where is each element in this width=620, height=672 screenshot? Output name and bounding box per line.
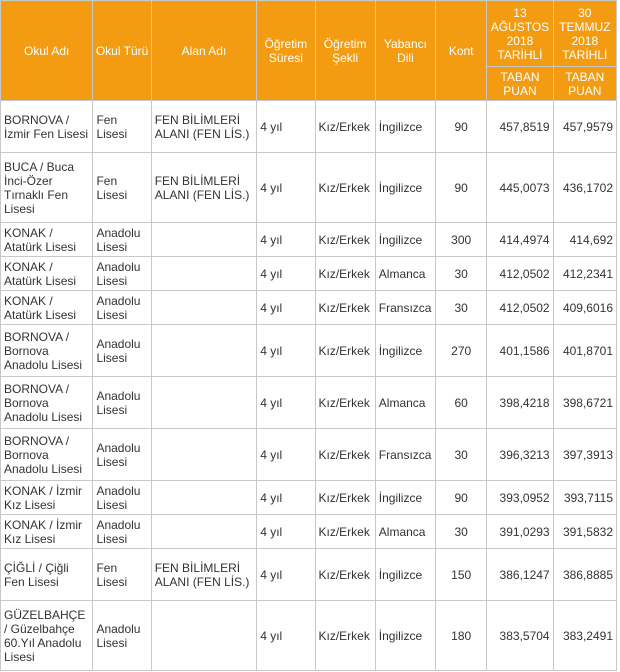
- base-score-aug: 414,4974: [487, 223, 553, 257]
- header-date-30-temmuz: 30 TEMMUZ 2018 TARİHLİ: [553, 1, 616, 67]
- table-row: [1, 601, 617, 671]
- table-body: [1, 101, 617, 671]
- quota: 90: [436, 153, 487, 223]
- quota: 30: [436, 291, 487, 325]
- foreign-language: İngilizce: [375, 601, 435, 671]
- school-name: KONAK / Atatürk Lisesi: [1, 223, 93, 257]
- school-type: Anadolu Lisesi: [93, 223, 151, 257]
- header-kont: Kont: [436, 1, 487, 101]
- base-score-aug: 457,8519: [487, 101, 553, 153]
- education-duration: 4 yıl: [257, 481, 315, 515]
- school-name: GÜZELBAHÇE / Güzelbahçe 60.Yıl Anadolu Lisesi: [1, 601, 93, 671]
- base-score-aug: 386,1247: [487, 549, 553, 601]
- base-score-aug: 398,4218: [487, 377, 553, 429]
- header-okul-adi: Okul Adı: [1, 1, 93, 101]
- school-type: Fen Lisesi: [93, 101, 151, 153]
- education-type: Kız/Erkek: [315, 153, 375, 223]
- field-name: FEN BİLİMLERİ ALANI (FEN LİS.): [151, 101, 257, 153]
- base-score-jul: 397,3913: [553, 429, 616, 481]
- field-name: FEN BİLİMLERİ ALANI (FEN LİS.): [151, 549, 257, 601]
- foreign-language: İngilizce: [375, 153, 435, 223]
- school-name: BORNOVA / Bornova Anadolu Lisesi: [1, 429, 93, 481]
- base-score-jul: 401,8701: [553, 325, 616, 377]
- table-row: [1, 223, 617, 257]
- header-date-13-agustos: 13 AĞUSTOS 2018 TARİHLİ: [487, 1, 553, 67]
- education-type: Kız/Erkek: [315, 515, 375, 549]
- quota: 180: [436, 601, 487, 671]
- foreign-language: Almanca: [375, 257, 435, 291]
- school-type: Anadolu Lisesi: [93, 481, 151, 515]
- education-duration: 4 yıl: [257, 223, 315, 257]
- school-type: Anadolu Lisesi: [93, 515, 151, 549]
- education-type: Kız/Erkek: [315, 481, 375, 515]
- education-type: Kız/Erkek: [315, 101, 375, 153]
- field-name: [151, 325, 257, 377]
- school-name: BORNOVA / Bornova Anadolu Lisesi: [1, 377, 93, 429]
- foreign-language: İngilizce: [375, 325, 435, 377]
- school-type: Fen Lisesi: [93, 153, 151, 223]
- school-name: KONAK / İzmir Kız Lisesi: [1, 481, 93, 515]
- education-duration: 4 yıl: [257, 601, 315, 671]
- school-name: KONAK / İzmir Kız Lisesi: [1, 515, 93, 549]
- education-type: Kız/Erkek: [315, 257, 375, 291]
- school-type: Anadolu Lisesi: [93, 601, 151, 671]
- table-row: [1, 481, 617, 515]
- field-name: [151, 601, 257, 671]
- header-alan-adi: Alan Adı: [151, 1, 257, 101]
- quota: 150: [436, 549, 487, 601]
- quota: 30: [436, 257, 487, 291]
- table-row: [1, 257, 617, 291]
- base-score-aug: 412,0502: [487, 257, 553, 291]
- base-score-aug: 396,3213: [487, 429, 553, 481]
- school-type: Anadolu Lisesi: [93, 291, 151, 325]
- education-type: Kız/Erkek: [315, 291, 375, 325]
- table-row: [1, 101, 617, 153]
- base-score-jul: 409,6016: [553, 291, 616, 325]
- header-taban-puan-1: TABAN PUAN: [487, 67, 553, 101]
- base-score-jul: 412,2341: [553, 257, 616, 291]
- school-type: Anadolu Lisesi: [93, 325, 151, 377]
- school-type: Anadolu Lisesi: [93, 377, 151, 429]
- quota: 270: [436, 325, 487, 377]
- quota: 60: [436, 377, 487, 429]
- education-type: Kız/Erkek: [315, 377, 375, 429]
- base-score-aug: 401,1586: [487, 325, 553, 377]
- header-ogretim-suresi: Öğretim Süresi: [257, 1, 315, 101]
- education-type: Kız/Erkek: [315, 429, 375, 481]
- base-score-jul: 457,9579: [553, 101, 616, 153]
- table-row: [1, 377, 617, 429]
- education-duration: 4 yıl: [257, 515, 315, 549]
- education-duration: 4 yıl: [257, 101, 315, 153]
- school-name: BUCA / Buca İnci-Özer Tırnaklı Fen Lisesi: [1, 153, 93, 223]
- quota: 30: [436, 515, 487, 549]
- base-score-jul: 436,1702: [553, 153, 616, 223]
- base-score-jul: 414,692: [553, 223, 616, 257]
- base-score-jul: 383,2491: [553, 601, 616, 671]
- foreign-language: İngilizce: [375, 549, 435, 601]
- base-score-aug: 391,0293: [487, 515, 553, 549]
- foreign-language: Fransızca: [375, 429, 435, 481]
- education-duration: 4 yıl: [257, 325, 315, 377]
- education-duration: 4 yıl: [257, 153, 315, 223]
- foreign-language: İngilizce: [375, 223, 435, 257]
- header-okul-turu: Okul Türü: [93, 1, 151, 101]
- school-type: Anadolu Lisesi: [93, 429, 151, 481]
- education-type: Kız/Erkek: [315, 223, 375, 257]
- school-name: KONAK / Atatürk Lisesi: [1, 257, 93, 291]
- table-row: [1, 515, 617, 549]
- table-row: [1, 291, 617, 325]
- table-row: [1, 429, 617, 481]
- base-score-aug: 412,0502: [487, 291, 553, 325]
- field-name: [151, 515, 257, 549]
- header-ogretim-sekli: Öğretim Şekli: [315, 1, 375, 101]
- quota: 300: [436, 223, 487, 257]
- education-duration: 4 yıl: [257, 291, 315, 325]
- education-duration: 4 yıl: [257, 377, 315, 429]
- base-score-aug: 393,0952: [487, 481, 553, 515]
- school-name: KONAK / Atatürk Lisesi: [1, 291, 93, 325]
- base-score-aug: 445,0073: [487, 153, 553, 223]
- header-yabanci-dili: Yabancı Dili: [375, 1, 435, 101]
- field-name: [151, 291, 257, 325]
- foreign-language: Almanca: [375, 377, 435, 429]
- education-duration: 4 yıl: [257, 257, 315, 291]
- quota: 30: [436, 429, 487, 481]
- table-row: [1, 325, 617, 377]
- base-score-jul: 386,8885: [553, 549, 616, 601]
- field-name: [151, 257, 257, 291]
- base-score-aug: 383,5704: [487, 601, 553, 671]
- quota: 90: [436, 481, 487, 515]
- school-type: Anadolu Lisesi: [93, 257, 151, 291]
- field-name: [151, 223, 257, 257]
- foreign-language: Fransızca: [375, 291, 435, 325]
- education-type: Kız/Erkek: [315, 325, 375, 377]
- education-duration: 4 yıl: [257, 549, 315, 601]
- base-score-jul: 391,5832: [553, 515, 616, 549]
- base-score-jul: 393,7115: [553, 481, 616, 515]
- education-type: Kız/Erkek: [315, 549, 375, 601]
- header-taban-puan-2: TABAN PUAN: [553, 67, 616, 101]
- education-type: Kız/Erkek: [315, 601, 375, 671]
- field-name: [151, 377, 257, 429]
- school-name: BORNOVA / Bornova Anadolu Lisesi: [1, 325, 93, 377]
- quota: 90: [436, 101, 487, 153]
- field-name: [151, 429, 257, 481]
- education-duration: 4 yıl: [257, 429, 315, 481]
- school-type: Fen Lisesi: [93, 549, 151, 601]
- foreign-language: İngilizce: [375, 101, 435, 153]
- table-row: [1, 549, 617, 601]
- foreign-language: İngilizce: [375, 481, 435, 515]
- base-score-jul: 398,6721: [553, 377, 616, 429]
- table-row: [1, 153, 617, 223]
- school-name: ÇİĞLİ / Çiğli Fen Lisesi: [1, 549, 93, 601]
- school-name: BORNOVA / İzmir Fen Lisesi: [1, 101, 93, 153]
- foreign-language: Almanca: [375, 515, 435, 549]
- field-name: [151, 481, 257, 515]
- field-name: FEN BİLİMLERİ ALANI (FEN LİS.): [151, 153, 257, 223]
